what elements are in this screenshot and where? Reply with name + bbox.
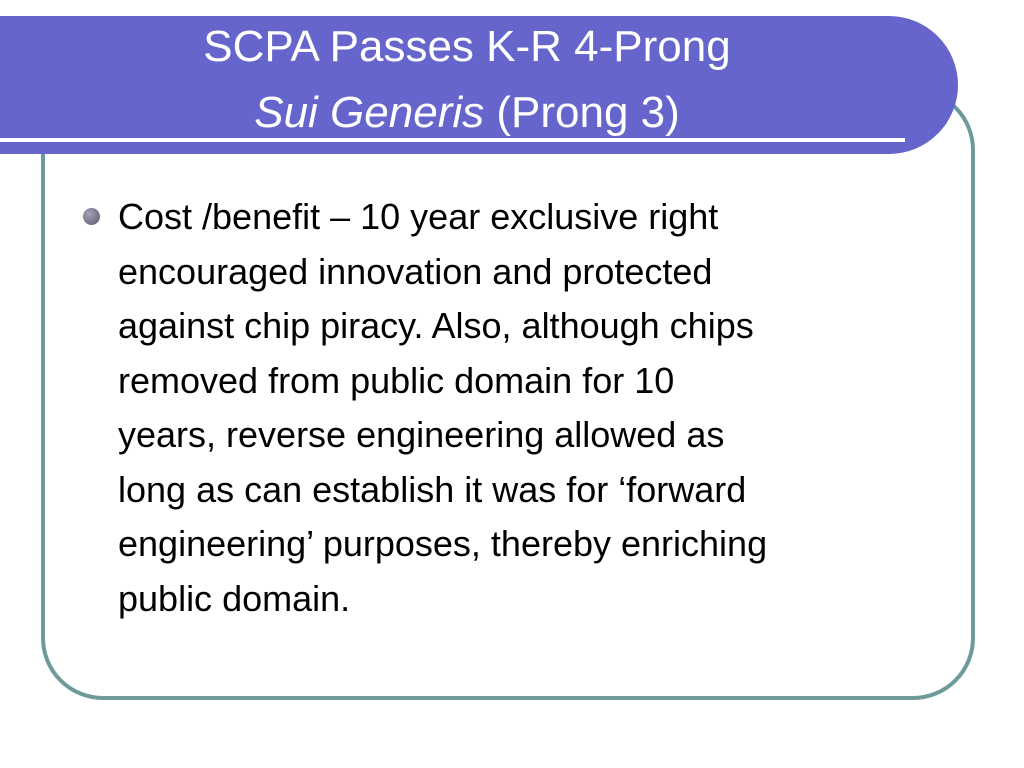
slide-title-suffix: (Prong 3) (484, 88, 680, 137)
bullet-text: Cost /benefit – 10 year exclusive right encouraged innovation and protected against chip piracy. Also, although chips removed from public domain for 10 years, reverse engineering allowed as long as can establish it was for ‘forward engineering’ purposes, thereby enriching public domain. (118, 196, 768, 619)
slide-title-italic-term: Sui Generis (254, 88, 485, 137)
bullet-icon (83, 208, 100, 225)
title-underline (0, 138, 905, 142)
slide-title-line-1: SCPA Passes K-R 4-Prong (203, 22, 731, 71)
slide-title-line-2 (0, 88, 979, 138)
